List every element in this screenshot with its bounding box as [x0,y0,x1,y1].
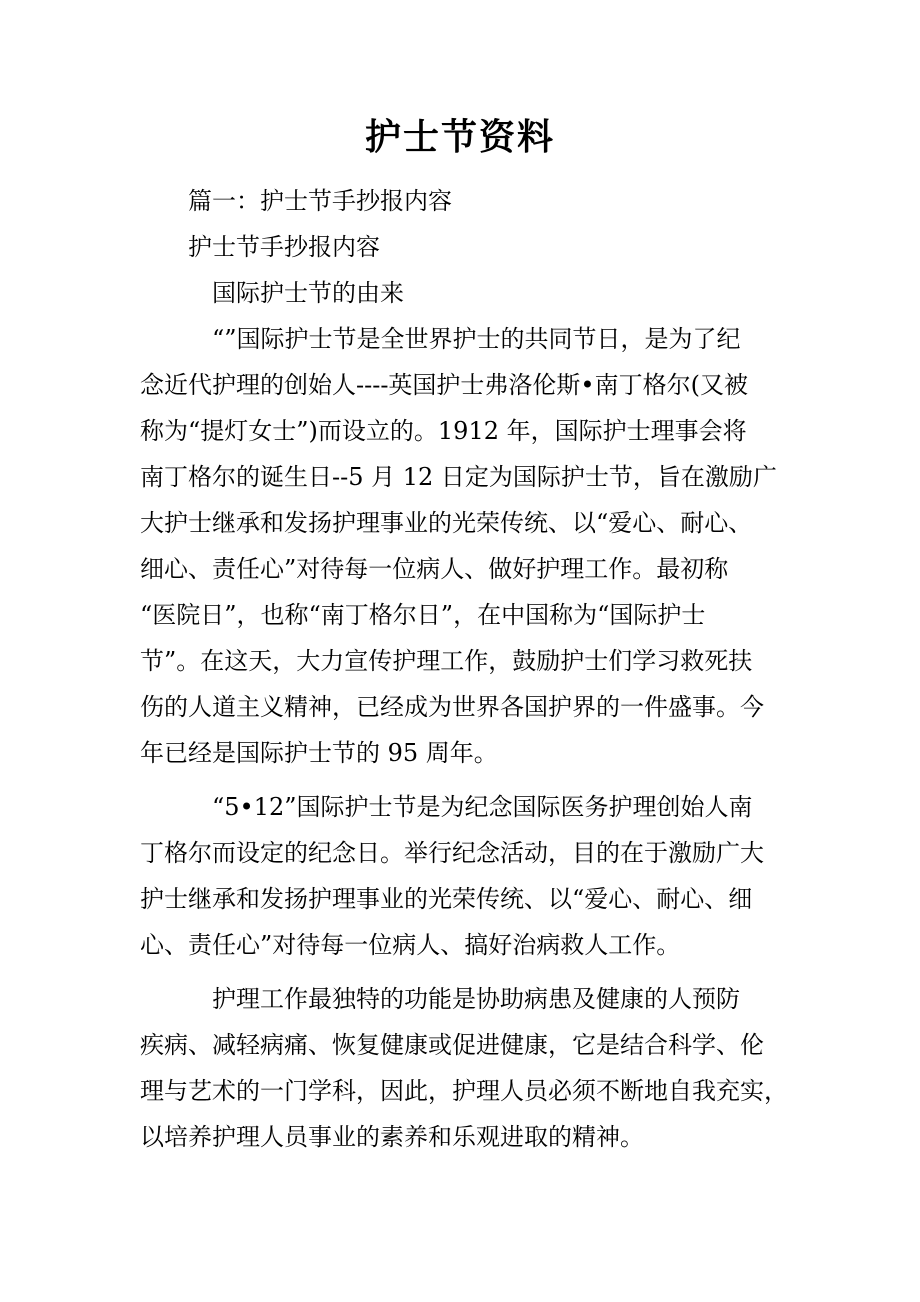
paragraph-2-line: 心、责任心”对待每一位病人、搞好治病救人工作。 [140,931,681,959]
paragraph-1-line: 称为“提灯女士”)而设立的。1912 年，国际护士理事会将 [140,417,747,445]
paragraph-3-line: 疾病、减轻病痛、恢复健康或促进健康，它是结合科学、伦 [140,1031,764,1059]
document-title: 护士节资料 [364,117,555,158]
paragraph-1-line: 节”。在这天，大力宣传护理工作，鼓励护士们学习救死扶 [140,647,753,675]
paragraph-2-line: “5•12”国际护士节是为纪念国际医务护理创始人南 [212,793,753,821]
paragraph-2-line: 护士继承和发扬护理事业的光荣传统、以“爱心、耐心、细 [140,885,753,913]
subheading-origin: 国际护士节的由来 [212,279,404,307]
section-heading: 篇一：护士节手抄报内容 [188,187,452,215]
paragraph-2-line: 丁格尔而设定的纪念日。举行纪念活动，目的在于激励广大 [140,839,764,867]
document-body [140,178,788,1160]
paragraph-3-line: 护理工作最独特的功能是协助病患及健康的人预防 [212,985,740,1013]
paragraph-1-line: 南丁格尔的诞生日--5 月 12 日定为国际护士节，旨在激励广 [140,463,777,491]
paragraph-1-line: 伤的人道主义精神，已经成为世界各国护界的一件盛事。今 [140,693,764,721]
paragraph-1-line: 年已经是国际护士节的 95 周年。 [140,739,498,767]
paragraph-1-line: 大护士继承和发扬护理事业的光荣传统、以“爱心、耐心、 [140,509,753,537]
paragraph-1-line: “医院日”，也称“南丁格尔日”，在中国称为“国际护士 [140,601,706,629]
subheading: 护士节手抄报内容 [188,233,380,261]
paragraph-1-line: “”国际护士节是全世界护士的共同节日，是为了纪 [212,325,741,353]
paragraph-1-line: 细心、责任心”对待每一位病人、做好护理工作。最初称 [140,555,729,583]
paragraph-1-line: 念近代护理的创始人----英国护士弗洛伦斯•南丁格尔(又被 [140,371,748,399]
paragraph-3-line: 理与艺术的一门学科，因此，护理人员必须不断地自我充实， [140,1077,788,1105]
paragraph-3-line: 以培养护理人员事业的素养和乐观进取的精神。 [140,1123,644,1151]
